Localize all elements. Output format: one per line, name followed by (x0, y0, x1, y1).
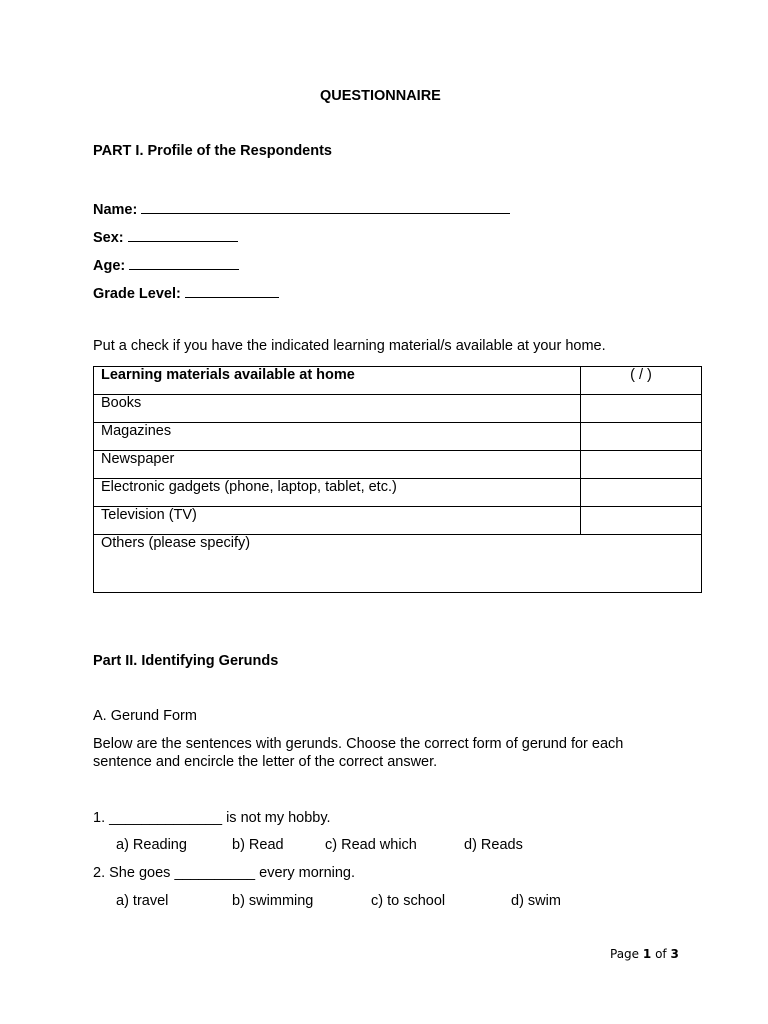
total-pages-number: 3 (670, 947, 679, 961)
grade-label: Grade Level: (93, 286, 181, 302)
table-header-check: ( / ) (581, 367, 702, 395)
age-blank-line[interactable] (129, 255, 239, 270)
question-text: every morning. (259, 865, 356, 881)
q2-option-d[interactable]: d) swim (511, 893, 561, 909)
part2-heading: Part II. Identifying Gerunds (93, 653, 279, 669)
page-footer (610, 947, 679, 961)
sex-label: Sex: (93, 230, 124, 246)
learning-materials-table (93, 366, 702, 593)
table-row (94, 507, 702, 535)
table-row (94, 395, 702, 423)
table-row (94, 451, 702, 479)
q2-option-c[interactable]: c) to school (371, 893, 446, 909)
q1-option-d[interactable]: d) Reads (464, 837, 523, 853)
page-title: QUESTIONNAIRE (320, 88, 441, 104)
material-label: Television (TV) (94, 507, 581, 535)
name-label: Name: (93, 202, 138, 218)
check-cell-books[interactable] (581, 395, 702, 423)
check-cell-magazines[interactable] (581, 423, 702, 451)
material-label: Newspaper (94, 451, 581, 479)
question-lead: She goes (109, 865, 171, 881)
check-cell-newspaper[interactable] (581, 451, 702, 479)
question-number: 1. (93, 810, 106, 826)
q1-option-a[interactable]: a) Reading (116, 837, 187, 853)
grade-blank-line[interactable] (185, 283, 279, 298)
table-row (94, 423, 702, 451)
question-number: 2. (93, 865, 106, 881)
answer-blank[interactable]: ______________ (109, 810, 223, 826)
q1-option-b[interactable]: b) Read (232, 837, 284, 853)
table-header-materials: Learning materials available at home (94, 367, 581, 395)
others-specify-cell[interactable]: Others (please specify) (94, 535, 702, 593)
question-2 (93, 865, 355, 881)
age-label: Age: (93, 258, 126, 274)
page-word: Page (610, 947, 640, 961)
material-label: Electronic gadgets (phone, laptop, tablet, etc.) (94, 479, 581, 507)
table-row-others (94, 535, 702, 593)
name-field[interactable] (93, 199, 510, 218)
grade-field[interactable] (93, 283, 279, 302)
question-1 (93, 810, 331, 826)
q2-option-a[interactable]: a) travel (116, 893, 169, 909)
material-label: Magazines (94, 423, 581, 451)
part2-instruction-line1: Below are the sentences with gerunds. Choose the correct form of gerund for each (93, 736, 624, 752)
checklist-instruction: Put a check if you have the indicated learning material/s available at your home. (93, 338, 606, 354)
sex-blank-line[interactable] (128, 227, 238, 242)
part2-instruction-line2: sentence and encircle the letter of the correct answer. (93, 754, 438, 770)
question-text: is not my hobby. (226, 810, 331, 826)
table-header-row (94, 367, 702, 395)
answer-blank[interactable]: __________ (174, 865, 256, 881)
part1-heading: PART I. Profile of the Respondents (93, 143, 332, 159)
current-page-number: 1 (642, 947, 652, 961)
check-cell-television[interactable] (581, 507, 702, 535)
sex-field[interactable] (93, 227, 238, 246)
part2-subheading: A. Gerund Form (93, 708, 197, 724)
q1-option-c[interactable]: c) Read which (325, 837, 417, 853)
check-cell-gadgets[interactable] (581, 479, 702, 507)
table-row (94, 479, 702, 507)
of-word: of (655, 947, 667, 961)
q2-option-b[interactable]: b) swimming (232, 893, 314, 909)
name-blank-line[interactable] (141, 199, 510, 214)
material-label: Books (94, 395, 581, 423)
age-field[interactable] (93, 255, 239, 274)
